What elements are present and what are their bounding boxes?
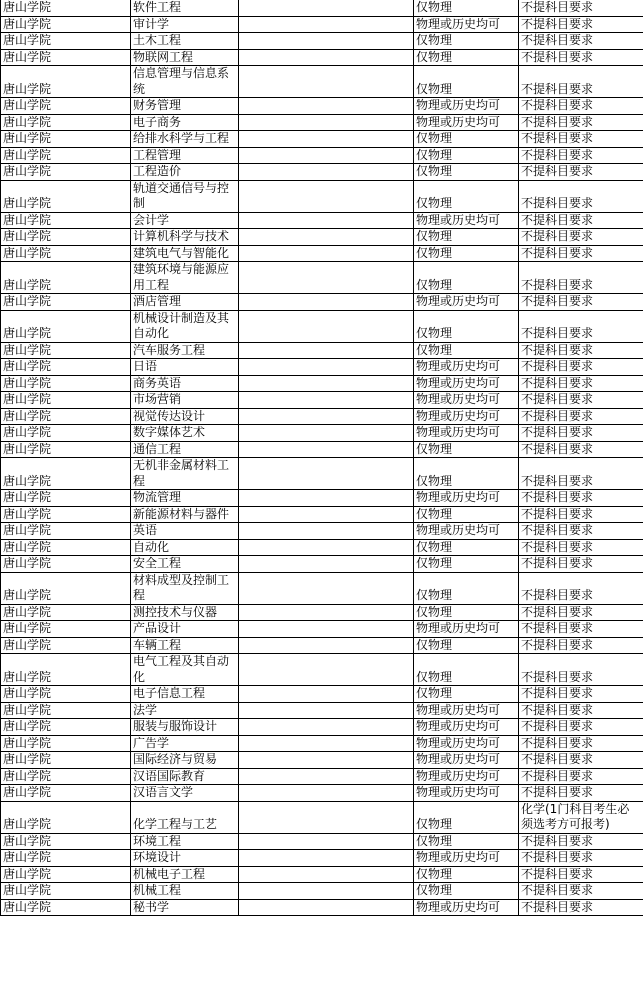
school-cell: 唐山学院 xyxy=(1,523,131,540)
subject-requirement-cell: 物理或历史均可 xyxy=(414,621,519,638)
major-cell: 无机非金属材料工程 xyxy=(131,458,239,490)
school-cell: 唐山学院 xyxy=(1,654,131,686)
major-cell: 环境工程 xyxy=(131,833,239,850)
table-row xyxy=(1,147,643,164)
school-cell: 唐山学院 xyxy=(1,114,131,131)
table-row xyxy=(1,458,643,490)
subject-requirement-cell: 物理或历史均可 xyxy=(414,768,519,785)
major-cell: 市场营销 xyxy=(131,392,239,409)
major-cell: 电子信息工程 xyxy=(131,686,239,703)
major-cell: 物联网工程 xyxy=(131,49,239,66)
major-cell: 商务英语 xyxy=(131,375,239,392)
table-row xyxy=(1,408,643,425)
subject-requirement-cell: 物理或历史均可 xyxy=(414,16,519,33)
empty-cell xyxy=(239,164,414,181)
table-row xyxy=(1,441,643,458)
school-cell: 唐山学院 xyxy=(1,359,131,376)
subject-requirement-cell: 物理或历史均可 xyxy=(414,408,519,425)
school-cell: 唐山学院 xyxy=(1,131,131,148)
additional-requirement-cell: 不提科目要求 xyxy=(519,539,643,556)
school-cell: 唐山学院 xyxy=(1,147,131,164)
additional-requirement-cell: 不提科目要求 xyxy=(519,33,643,50)
major-cell: 服装与服饰设计 xyxy=(131,719,239,736)
school-cell: 唐山学院 xyxy=(1,883,131,900)
school-cell: 唐山学院 xyxy=(1,866,131,883)
subject-requirement-cell: 仅物理 xyxy=(414,686,519,703)
table-row xyxy=(1,883,643,900)
school-cell: 唐山学院 xyxy=(1,425,131,442)
subject-requirement-cell: 仅物理 xyxy=(414,866,519,883)
empty-cell xyxy=(239,131,414,148)
empty-cell xyxy=(239,33,414,50)
empty-cell xyxy=(239,899,414,916)
empty-cell xyxy=(239,229,414,246)
major-cell: 机械工程 xyxy=(131,883,239,900)
major-cell: 测控技术与仪器 xyxy=(131,604,239,621)
empty-cell xyxy=(239,375,414,392)
additional-requirement-cell: 不提科目要求 xyxy=(519,523,643,540)
empty-cell xyxy=(239,637,414,654)
school-cell: 唐山学院 xyxy=(1,719,131,736)
school-cell: 唐山学院 xyxy=(1,506,131,523)
additional-requirement-cell: 不提科目要求 xyxy=(519,66,643,98)
major-cell: 产品设计 xyxy=(131,621,239,638)
major-cell: 通信工程 xyxy=(131,441,239,458)
subject-requirement-cell: 仅物理 xyxy=(414,342,519,359)
subject-requirement-cell: 仅物理 xyxy=(414,441,519,458)
table-row xyxy=(1,262,643,294)
table-row xyxy=(1,506,643,523)
school-cell: 唐山学院 xyxy=(1,801,131,833)
empty-cell xyxy=(239,883,414,900)
empty-cell xyxy=(239,833,414,850)
additional-requirement-cell: 不提科目要求 xyxy=(519,49,643,66)
subject-requirement-cell: 仅物理 xyxy=(414,33,519,50)
school-cell: 唐山学院 xyxy=(1,49,131,66)
major-cell: 广告学 xyxy=(131,735,239,752)
empty-cell xyxy=(239,66,414,98)
major-cell: 电子商务 xyxy=(131,114,239,131)
subject-requirement-cell: 仅物理 xyxy=(414,539,519,556)
additional-requirement-cell: 不提科目要求 xyxy=(519,375,643,392)
subject-requirement-cell: 物理或历史均可 xyxy=(414,523,519,540)
school-cell: 唐山学院 xyxy=(1,212,131,229)
empty-cell xyxy=(239,98,414,115)
school-cell: 唐山学院 xyxy=(1,702,131,719)
school-cell: 唐山学院 xyxy=(1,735,131,752)
table-body xyxy=(1,0,643,916)
subject-requirement-cell: 仅物理 xyxy=(414,229,519,246)
school-cell: 唐山学院 xyxy=(1,0,131,16)
table-row xyxy=(1,164,643,181)
empty-cell xyxy=(239,604,414,621)
additional-requirement-cell: 不提科目要求 xyxy=(519,229,643,246)
major-cell: 数字媒体艺术 xyxy=(131,425,239,442)
school-cell: 唐山学院 xyxy=(1,686,131,703)
additional-requirement-cell: 不提科目要求 xyxy=(519,785,643,802)
empty-cell xyxy=(239,49,414,66)
empty-cell xyxy=(239,801,414,833)
major-cell: 化学工程与工艺 xyxy=(131,801,239,833)
school-cell: 唐山学院 xyxy=(1,245,131,262)
table-row xyxy=(1,294,643,311)
additional-requirement-cell: 不提科目要求 xyxy=(519,441,643,458)
table-row xyxy=(1,229,643,246)
table-row xyxy=(1,735,643,752)
subject-requirement-cell: 物理或历史均可 xyxy=(414,719,519,736)
subject-requirement-cell: 仅物理 xyxy=(414,66,519,98)
table-row xyxy=(1,621,643,638)
empty-cell xyxy=(239,686,414,703)
major-cell: 轨道交通信号与控制 xyxy=(131,180,239,212)
empty-cell xyxy=(239,785,414,802)
table-row xyxy=(1,686,643,703)
school-cell: 唐山学院 xyxy=(1,262,131,294)
school-cell: 唐山学院 xyxy=(1,180,131,212)
subject-requirement-cell: 仅物理 xyxy=(414,637,519,654)
subject-requirement-cell: 仅物理 xyxy=(414,49,519,66)
table-row xyxy=(1,768,643,785)
empty-cell xyxy=(239,850,414,867)
additional-requirement-cell: 不提科目要求 xyxy=(519,850,643,867)
additional-requirement-cell: 不提科目要求 xyxy=(519,359,643,376)
additional-requirement-cell: 不提科目要求 xyxy=(519,114,643,131)
table-row xyxy=(1,49,643,66)
additional-requirement-cell: 不提科目要求 xyxy=(519,866,643,883)
subject-requirement-cell: 仅物理 xyxy=(414,458,519,490)
major-cell: 安全工程 xyxy=(131,556,239,573)
empty-cell xyxy=(239,752,414,769)
table-row xyxy=(1,850,643,867)
major-cell: 电气工程及其自动化 xyxy=(131,654,239,686)
empty-cell xyxy=(239,866,414,883)
subject-requirement-cell: 物理或历史均可 xyxy=(414,392,519,409)
major-cell: 机械电子工程 xyxy=(131,866,239,883)
major-cell: 汽车服务工程 xyxy=(131,342,239,359)
additional-requirement-cell: 不提科目要求 xyxy=(519,621,643,638)
major-cell: 会计学 xyxy=(131,212,239,229)
major-cell: 日语 xyxy=(131,359,239,376)
major-cell: 材料成型及控制工程 xyxy=(131,572,239,604)
table-row xyxy=(1,98,643,115)
additional-requirement-cell: 不提科目要求 xyxy=(519,180,643,212)
table-row xyxy=(1,833,643,850)
additional-requirement-cell: 不提科目要求 xyxy=(519,16,643,33)
table-row xyxy=(1,539,643,556)
empty-cell xyxy=(239,735,414,752)
additional-requirement-cell: 不提科目要求 xyxy=(519,604,643,621)
subject-requirement-cell: 物理或历史均可 xyxy=(414,294,519,311)
additional-requirement-cell: 不提科目要求 xyxy=(519,719,643,736)
table-row xyxy=(1,637,643,654)
table-row xyxy=(1,342,643,359)
additional-requirement-cell: 不提科目要求 xyxy=(519,98,643,115)
additional-requirement-cell: 不提科目要求 xyxy=(519,408,643,425)
additional-requirement-cell: 不提科目要求 xyxy=(519,883,643,900)
empty-cell xyxy=(239,392,414,409)
empty-cell xyxy=(239,425,414,442)
table-row xyxy=(1,392,643,409)
additional-requirement-cell: 不提科目要求 xyxy=(519,245,643,262)
subject-requirement-cell: 仅物理 xyxy=(414,604,519,621)
subject-requirement-cell: 物理或历史均可 xyxy=(414,359,519,376)
subject-requirement-cell: 仅物理 xyxy=(414,556,519,573)
school-cell: 唐山学院 xyxy=(1,637,131,654)
major-cell: 工程造价 xyxy=(131,164,239,181)
school-cell: 唐山学院 xyxy=(1,785,131,802)
table-row xyxy=(1,785,643,802)
school-cell: 唐山学院 xyxy=(1,441,131,458)
additional-requirement-cell: 不提科目要求 xyxy=(519,686,643,703)
table-row xyxy=(1,212,643,229)
subject-requirement-cell: 仅物理 xyxy=(414,654,519,686)
subject-requirement-cell: 物理或历史均可 xyxy=(414,212,519,229)
major-cell: 新能源材料与器件 xyxy=(131,506,239,523)
table-row xyxy=(1,0,643,16)
school-cell: 唐山学院 xyxy=(1,572,131,604)
empty-cell xyxy=(239,310,414,342)
subject-requirement-cell: 仅物理 xyxy=(414,572,519,604)
major-cell: 国际经济与贸易 xyxy=(131,752,239,769)
empty-cell xyxy=(239,342,414,359)
subject-requirement-cell: 仅物理 xyxy=(414,245,519,262)
school-cell: 唐山学院 xyxy=(1,375,131,392)
empty-cell xyxy=(239,408,414,425)
subject-requirement-cell: 仅物理 xyxy=(414,180,519,212)
school-cell: 唐山学院 xyxy=(1,392,131,409)
additional-requirement-cell: 不提科目要求 xyxy=(519,131,643,148)
subject-requirement-cell: 仅物理 xyxy=(414,310,519,342)
major-cell: 信息管理与信息系统 xyxy=(131,66,239,98)
school-cell: 唐山学院 xyxy=(1,408,131,425)
subject-requirement-cell: 仅物理 xyxy=(414,833,519,850)
table-row xyxy=(1,66,643,98)
additional-requirement-cell: 化学(1门科目考生必须选考方可报考) xyxy=(519,801,643,833)
empty-cell xyxy=(239,523,414,540)
school-cell: 唐山学院 xyxy=(1,833,131,850)
additional-requirement-cell: 不提科目要求 xyxy=(519,490,643,507)
empty-cell xyxy=(239,180,414,212)
subject-requirement-cell: 物理或历史均可 xyxy=(414,114,519,131)
additional-requirement-cell: 不提科目要求 xyxy=(519,425,643,442)
subject-requirement-cell: 物理或历史均可 xyxy=(414,752,519,769)
subject-requirement-cell: 仅物理 xyxy=(414,801,519,833)
subject-requirement-cell: 物理或历史均可 xyxy=(414,899,519,916)
subject-requirement-cell: 仅物理 xyxy=(414,131,519,148)
subject-requirement-cell: 物理或历史均可 xyxy=(414,850,519,867)
additional-requirement-cell: 不提科目要求 xyxy=(519,310,643,342)
subject-requirement-cell: 物理或历史均可 xyxy=(414,735,519,752)
subject-requirement-cell: 物理或历史均可 xyxy=(414,490,519,507)
school-cell: 唐山学院 xyxy=(1,556,131,573)
table-row xyxy=(1,33,643,50)
school-cell: 唐山学院 xyxy=(1,66,131,98)
table-row xyxy=(1,801,643,833)
additional-requirement-cell: 不提科目要求 xyxy=(519,899,643,916)
additional-requirement-cell: 不提科目要求 xyxy=(519,506,643,523)
school-cell: 唐山学院 xyxy=(1,98,131,115)
empty-cell xyxy=(239,458,414,490)
empty-cell xyxy=(239,654,414,686)
major-cell: 机械设计制造及其自动化 xyxy=(131,310,239,342)
major-cell: 建筑电气与智能化 xyxy=(131,245,239,262)
table-row xyxy=(1,131,643,148)
school-cell: 唐山学院 xyxy=(1,752,131,769)
subject-requirement-cell: 仅物理 xyxy=(414,0,519,16)
major-cell: 工程管理 xyxy=(131,147,239,164)
major-cell: 土木工程 xyxy=(131,33,239,50)
additional-requirement-cell: 不提科目要求 xyxy=(519,572,643,604)
major-cell: 环境设计 xyxy=(131,850,239,867)
table-row xyxy=(1,114,643,131)
school-cell: 唐山学院 xyxy=(1,294,131,311)
major-cell: 物流管理 xyxy=(131,490,239,507)
school-cell: 唐山学院 xyxy=(1,33,131,50)
empty-cell xyxy=(239,294,414,311)
table-row xyxy=(1,752,643,769)
table-row xyxy=(1,490,643,507)
major-cell: 自动化 xyxy=(131,539,239,556)
additional-requirement-cell: 不提科目要求 xyxy=(519,164,643,181)
additional-requirement-cell: 不提科目要求 xyxy=(519,768,643,785)
additional-requirement-cell: 不提科目要求 xyxy=(519,735,643,752)
empty-cell xyxy=(239,719,414,736)
major-cell: 视觉传达设计 xyxy=(131,408,239,425)
table-row xyxy=(1,310,643,342)
empty-cell xyxy=(239,262,414,294)
major-cell: 秘书学 xyxy=(131,899,239,916)
empty-cell xyxy=(239,16,414,33)
major-cell: 给排水科学与工程 xyxy=(131,131,239,148)
table-row xyxy=(1,245,643,262)
empty-cell xyxy=(239,768,414,785)
empty-cell xyxy=(239,621,414,638)
additional-requirement-cell: 不提科目要求 xyxy=(519,637,643,654)
school-cell: 唐山学院 xyxy=(1,310,131,342)
empty-cell xyxy=(239,441,414,458)
table-row xyxy=(1,556,643,573)
school-cell: 唐山学院 xyxy=(1,342,131,359)
empty-cell xyxy=(239,539,414,556)
empty-cell xyxy=(239,245,414,262)
school-cell: 唐山学院 xyxy=(1,768,131,785)
subject-requirement-cell: 物理或历史均可 xyxy=(414,785,519,802)
school-cell: 唐山学院 xyxy=(1,229,131,246)
table-row xyxy=(1,899,643,916)
school-cell: 唐山学院 xyxy=(1,490,131,507)
empty-cell xyxy=(239,114,414,131)
table-row xyxy=(1,180,643,212)
table-row xyxy=(1,359,643,376)
additional-requirement-cell: 不提科目要求 xyxy=(519,392,643,409)
additional-requirement-cell: 不提科目要求 xyxy=(519,556,643,573)
school-cell: 唐山学院 xyxy=(1,539,131,556)
table-row xyxy=(1,866,643,883)
empty-cell xyxy=(239,556,414,573)
additional-requirement-cell: 不提科目要求 xyxy=(519,294,643,311)
additional-requirement-cell: 不提科目要求 xyxy=(519,702,643,719)
school-cell: 唐山学院 xyxy=(1,899,131,916)
subject-requirement-cell: 物理或历史均可 xyxy=(414,425,519,442)
additional-requirement-cell: 不提科目要求 xyxy=(519,262,643,294)
table-row xyxy=(1,375,643,392)
major-cell: 英语 xyxy=(131,523,239,540)
subject-requirement-cell: 物理或历史均可 xyxy=(414,375,519,392)
subject-requirement-cell: 物理或历史均可 xyxy=(414,702,519,719)
school-cell: 唐山学院 xyxy=(1,850,131,867)
additional-requirement-cell: 不提科目要求 xyxy=(519,752,643,769)
table-row xyxy=(1,523,643,540)
empty-cell xyxy=(239,506,414,523)
table-row xyxy=(1,425,643,442)
major-cell: 汉语国际教育 xyxy=(131,768,239,785)
table-row xyxy=(1,654,643,686)
empty-cell xyxy=(239,702,414,719)
school-cell: 唐山学院 xyxy=(1,16,131,33)
additional-requirement-cell: 不提科目要求 xyxy=(519,342,643,359)
school-cell: 唐山学院 xyxy=(1,164,131,181)
school-cell: 唐山学院 xyxy=(1,604,131,621)
subject-requirement-cell: 仅物理 xyxy=(414,262,519,294)
major-cell: 计算机科学与技术 xyxy=(131,229,239,246)
major-cell: 财务管理 xyxy=(131,98,239,115)
table-row xyxy=(1,16,643,33)
empty-cell xyxy=(239,490,414,507)
table-row xyxy=(1,702,643,719)
major-cell: 车辆工程 xyxy=(131,637,239,654)
table-row xyxy=(1,719,643,736)
additional-requirement-cell: 不提科目要求 xyxy=(519,654,643,686)
table-row xyxy=(1,604,643,621)
major-cell: 法学 xyxy=(131,702,239,719)
subject-requirement-cell: 仅物理 xyxy=(414,147,519,164)
additional-requirement-cell: 不提科目要求 xyxy=(519,0,643,16)
major-cell: 软件工程 xyxy=(131,0,239,16)
empty-cell xyxy=(239,359,414,376)
additional-requirement-cell: 不提科目要求 xyxy=(519,833,643,850)
school-cell: 唐山学院 xyxy=(1,458,131,490)
school-cell: 唐山学院 xyxy=(1,621,131,638)
additional-requirement-cell: 不提科目要求 xyxy=(519,147,643,164)
table-row xyxy=(1,572,643,604)
subject-requirement-cell: 物理或历史均可 xyxy=(414,98,519,115)
major-cell: 审计学 xyxy=(131,16,239,33)
subject-requirement-cell: 仅物理 xyxy=(414,164,519,181)
subject-requirement-cell: 仅物理 xyxy=(414,506,519,523)
empty-cell xyxy=(239,147,414,164)
empty-cell xyxy=(239,212,414,229)
additional-requirement-cell: 不提科目要求 xyxy=(519,212,643,229)
empty-cell xyxy=(239,572,414,604)
subject-requirement-cell: 仅物理 xyxy=(414,883,519,900)
empty-cell xyxy=(239,0,414,16)
major-cell: 酒店管理 xyxy=(131,294,239,311)
major-cell: 建筑环境与能源应用工程 xyxy=(131,262,239,294)
major-cell: 汉语言文学 xyxy=(131,785,239,802)
additional-requirement-cell: 不提科目要求 xyxy=(519,458,643,490)
